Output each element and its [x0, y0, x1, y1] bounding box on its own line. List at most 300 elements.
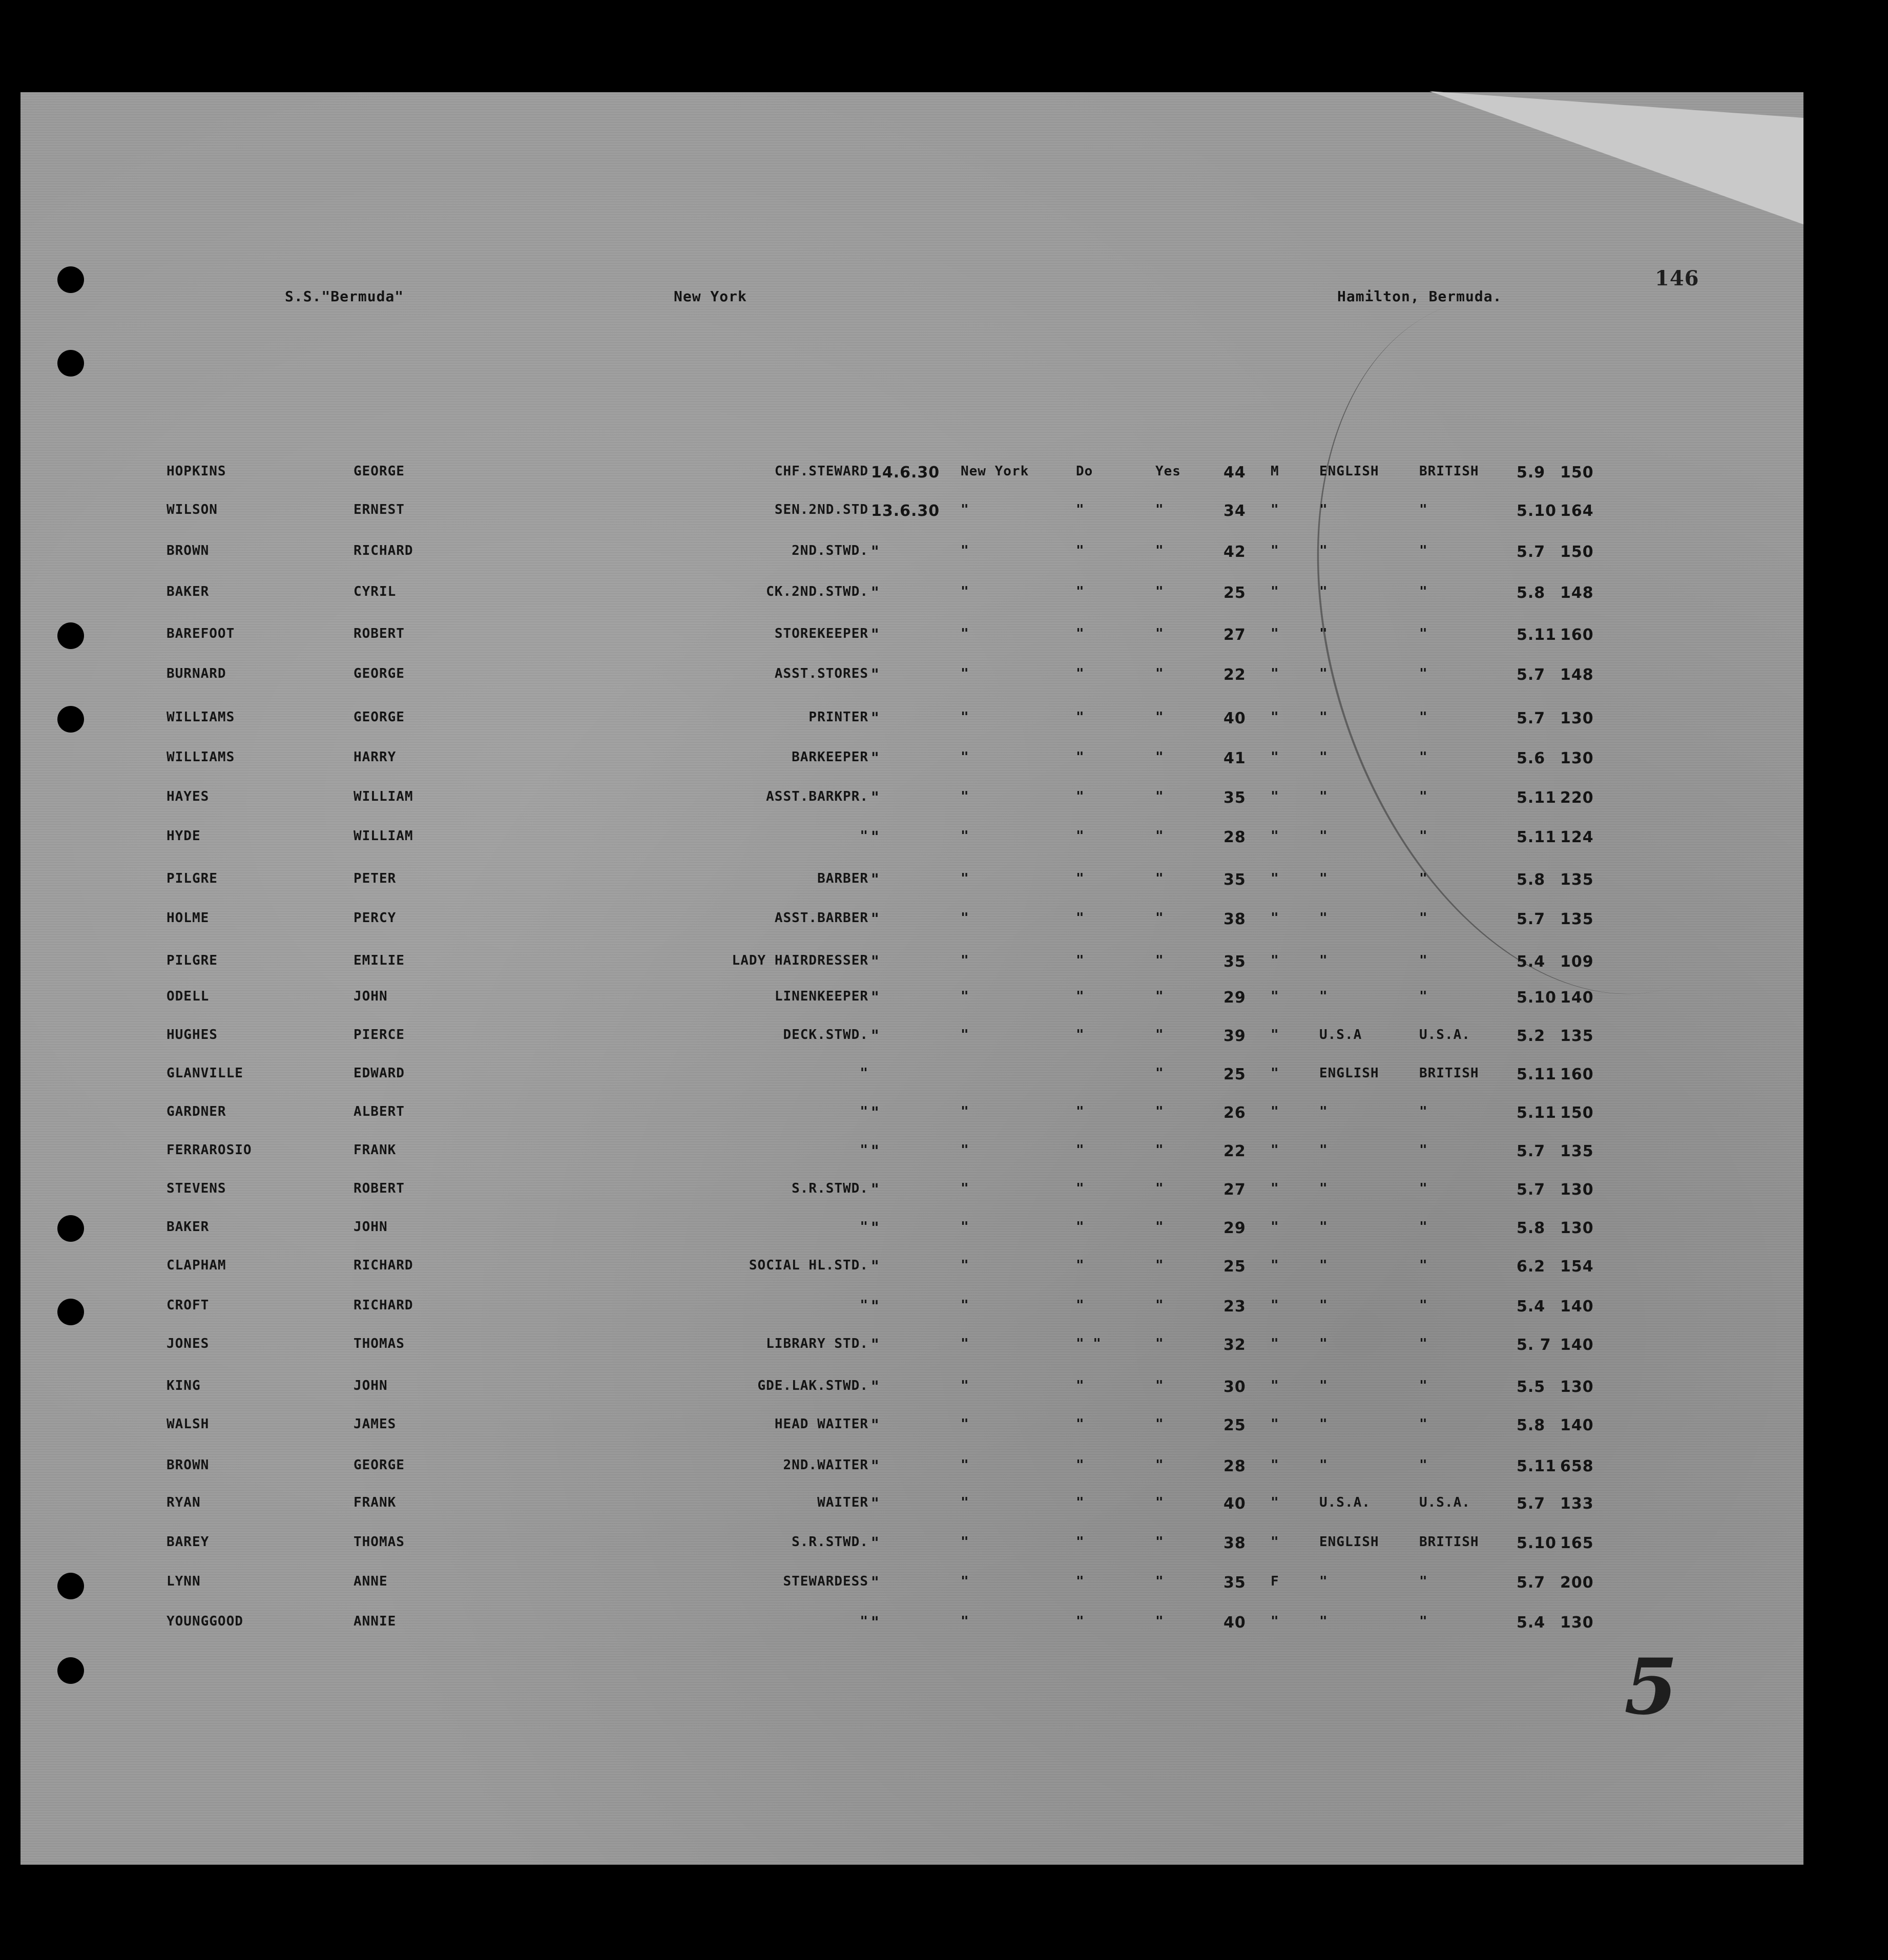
crew-given: ROBERT — [354, 626, 405, 641]
crew-rating: LIBRARY STD. — [766, 1336, 868, 1351]
crew-given: JOHN — [354, 989, 388, 1004]
crew-nationality: " — [1319, 989, 1328, 1004]
crew-given: PERCY — [354, 910, 397, 926]
crew-c1: " — [1076, 749, 1085, 765]
crew-c2: " — [1155, 1457, 1164, 1473]
crew-row — [0, 1614, 1783, 1634]
crew-weight: 135 — [1560, 1142, 1594, 1160]
crew-country: " — [1419, 1457, 1428, 1473]
crew-nationality: " — [1319, 1104, 1328, 1119]
crew-nationality: " — [1319, 871, 1328, 886]
crew-height: 5.7 — [1517, 666, 1546, 684]
crew-place: " — [961, 749, 969, 765]
crew-nationality: " — [1319, 584, 1328, 599]
crew-weight: 130 — [1560, 1219, 1594, 1237]
crew-weight: 109 — [1560, 953, 1594, 971]
crew-nationality: " — [1319, 502, 1328, 517]
crew-sex: " — [1271, 789, 1279, 804]
crew-age: 29 — [1223, 989, 1246, 1007]
crew-weight: 130 — [1560, 1378, 1594, 1396]
crew-given: JOHN — [354, 1378, 388, 1393]
crew-c2: " — [1155, 1378, 1164, 1393]
crew-height: 5.11 — [1517, 626, 1557, 644]
crew-age: 25 — [1223, 1066, 1246, 1083]
crew-date: " — [871, 1574, 880, 1592]
crew-surname: BAREY — [167, 1534, 210, 1550]
crew-rating: STOREKEEPER — [774, 626, 868, 641]
crew-c1: " — [1076, 989, 1085, 1004]
crew-country: " — [1419, 953, 1428, 968]
crew-c2: " — [1155, 666, 1164, 681]
crew-age: 40 — [1223, 710, 1246, 727]
crew-surname: KING — [167, 1378, 201, 1393]
crew-rating: " — [860, 1298, 868, 1313]
crew-c2: " — [1155, 953, 1164, 968]
crew-rating: ASST.BARKPR. — [766, 789, 868, 804]
crew-place: " — [961, 1574, 969, 1589]
crew-sex: " — [1271, 1027, 1279, 1042]
crew-row — [0, 1258, 1783, 1278]
crew-surname: PILGRE — [167, 871, 218, 886]
crew-c2: " — [1155, 1027, 1164, 1042]
crew-age: 25 — [1223, 1258, 1246, 1276]
crew-age: 23 — [1223, 1298, 1246, 1316]
crew-row — [0, 1181, 1783, 1201]
crew-rating: S.R.STWD. — [792, 1534, 868, 1550]
crew-nationality: " — [1319, 1181, 1328, 1196]
crew-country: " — [1419, 1104, 1428, 1119]
crew-place: " — [961, 1614, 969, 1629]
crew-rating: " — [860, 1066, 868, 1081]
crew-weight: 150 — [1560, 464, 1594, 482]
crew-age: 25 — [1223, 584, 1246, 602]
crew-nationality: " — [1319, 1258, 1328, 1273]
crew-c2: " — [1155, 543, 1164, 558]
crew-c1: " — [1076, 626, 1085, 641]
crew-date: " — [871, 910, 880, 928]
crew-height: 5.6 — [1517, 749, 1546, 767]
crew-rating: CHF.STEWARD — [774, 464, 868, 479]
crew-weight: 220 — [1560, 789, 1594, 807]
crew-nationality: " — [1319, 953, 1328, 968]
crew-date: " — [871, 1181, 880, 1199]
crew-row — [0, 1336, 1783, 1357]
crew-row — [0, 989, 1783, 1009]
crew-given: ROBERT — [354, 1181, 405, 1196]
crew-weight: 160 — [1560, 1066, 1594, 1083]
crew-place: " — [961, 1181, 969, 1196]
crew-place: " — [961, 543, 969, 558]
crew-age: 35 — [1223, 871, 1246, 889]
crew-age: 38 — [1223, 1534, 1246, 1552]
crew-surname: HUGHES — [167, 1027, 218, 1042]
crew-weight: 133 — [1560, 1495, 1594, 1513]
crew-c2: " — [1155, 1534, 1164, 1550]
crew-sex: " — [1271, 1219, 1279, 1235]
crew-given: PETER — [354, 871, 397, 886]
crew-country: " — [1419, 666, 1428, 681]
crew-c1: " — [1076, 502, 1085, 517]
crew-sex: " — [1271, 1336, 1279, 1351]
ship-name: S.S."Bermuda" — [285, 288, 404, 305]
crew-date: " — [871, 1534, 880, 1552]
crew-age: 35 — [1223, 789, 1246, 807]
crew-rating: PRINTER — [808, 710, 868, 725]
crew-age: 22 — [1223, 666, 1246, 684]
crew-rating: ASST.BARBER — [774, 910, 868, 926]
crew-place: " — [961, 584, 969, 599]
crew-c2: " — [1155, 1298, 1164, 1313]
crew-country: " — [1419, 828, 1428, 844]
crew-age: 39 — [1223, 1027, 1246, 1045]
crew-c1: " — [1076, 1574, 1085, 1589]
crew-given: GEORGE — [354, 1457, 405, 1473]
crew-surname: BROWN — [167, 543, 210, 558]
crew-surname: HYDE — [167, 828, 201, 844]
crew-row — [0, 626, 1783, 647]
crew-row — [0, 1104, 1783, 1124]
crew-sex: " — [1271, 666, 1279, 681]
crew-sex: " — [1271, 1104, 1279, 1119]
crew-sex: " — [1271, 953, 1279, 968]
crew-nationality: " — [1319, 1298, 1328, 1313]
crew-country: " — [1419, 1219, 1428, 1235]
crew-c2: " — [1155, 789, 1164, 804]
crew-row — [0, 789, 1783, 809]
crew-date: " — [871, 828, 880, 846]
crew-weight: 140 — [1560, 989, 1594, 1007]
crew-age: 38 — [1223, 910, 1246, 928]
crew-nationality: " — [1319, 1336, 1328, 1351]
crew-height: 5.4 — [1517, 1614, 1546, 1632]
crew-weight: 148 — [1560, 666, 1594, 684]
crew-rating: 2ND.WAITER — [783, 1457, 868, 1473]
crew-surname: HAYES — [167, 789, 210, 804]
crew-row — [0, 1495, 1783, 1515]
crew-c2: " — [1155, 871, 1164, 886]
crew-given: FRANK — [354, 1495, 397, 1510]
crew-weight: 130 — [1560, 1181, 1594, 1199]
crew-c1: " — [1076, 1614, 1085, 1629]
port-of-departure: New York — [674, 288, 747, 305]
crew-sex: " — [1271, 1298, 1279, 1313]
crew-country: BRITISH — [1419, 1066, 1479, 1081]
crew-c2: " — [1155, 1614, 1164, 1629]
crew-place: " — [961, 1457, 969, 1473]
crew-given: RICHARD — [354, 543, 413, 558]
crew-country: " — [1419, 789, 1428, 804]
crew-height: 6.2 — [1517, 1258, 1546, 1276]
crew-country: U.S.A. — [1419, 1027, 1470, 1042]
crew-rating: " — [860, 1219, 868, 1235]
crew-height: 5.4 — [1517, 1298, 1546, 1316]
crew-nationality: " — [1319, 626, 1328, 641]
crew-height: 5.4 — [1517, 953, 1546, 971]
crew-c2: " — [1155, 1066, 1164, 1081]
crew-age: 25 — [1223, 1416, 1246, 1434]
crew-rating: SOCIAL HL.STD. — [749, 1258, 868, 1273]
crew-row — [0, 1298, 1783, 1318]
crew-nationality: " — [1319, 1378, 1328, 1393]
crew-sex: " — [1271, 910, 1279, 926]
crew-nationality: " — [1319, 789, 1328, 804]
crew-place: New York — [961, 464, 1029, 479]
crew-weight: 165 — [1560, 1534, 1594, 1552]
crew-surname: YOUNGGOOD — [167, 1614, 243, 1629]
crew-c2: " — [1155, 1258, 1164, 1273]
crew-row — [0, 464, 1783, 484]
crew-country: " — [1419, 1298, 1428, 1313]
crew-country: " — [1419, 749, 1428, 765]
crew-place: " — [961, 1336, 969, 1351]
crew-height: 5.7 — [1517, 710, 1546, 727]
crew-c1: " — [1076, 1181, 1085, 1196]
crew-country: " — [1419, 502, 1428, 517]
crew-place: " — [961, 1378, 969, 1393]
crew-c2: " — [1155, 1181, 1164, 1196]
crew-height: 5.7 — [1517, 543, 1546, 561]
crew-date: " — [871, 953, 880, 971]
crew-row — [0, 953, 1783, 973]
crew-age: 27 — [1223, 1181, 1246, 1199]
crew-surname: HOPKINS — [167, 464, 226, 479]
crew-nationality: " — [1319, 710, 1328, 725]
crew-surname: BAKER — [167, 584, 210, 599]
crew-weight: 124 — [1560, 828, 1594, 846]
crew-surname: HOLME — [167, 910, 210, 926]
crew-country: " — [1419, 626, 1428, 641]
crew-place: " — [961, 871, 969, 886]
crew-height: 5.8 — [1517, 584, 1546, 602]
crew-rating: HEAD WAITER — [774, 1416, 868, 1432]
crew-nationality: " — [1319, 1416, 1328, 1432]
crew-date: " — [871, 789, 880, 807]
crew-height: 5.7 — [1517, 1181, 1546, 1199]
crew-place: " — [961, 626, 969, 641]
crew-rating: GDE.LAK.STWD. — [757, 1378, 868, 1393]
crew-weight: 130 — [1560, 749, 1594, 767]
crew-nationality: " — [1319, 1614, 1328, 1629]
crew-given: ANNE — [354, 1574, 388, 1589]
crew-sex: " — [1271, 1534, 1279, 1550]
crew-nationality: " — [1319, 1142, 1328, 1158]
crew-date: " — [871, 1142, 880, 1160]
crew-c1: " — [1076, 1104, 1085, 1119]
crew-date: 14.6.30 — [871, 464, 940, 482]
crew-weight: 135 — [1560, 871, 1594, 889]
crew-row — [0, 584, 1783, 604]
crew-c1: " — [1076, 871, 1085, 886]
crew-place: " — [961, 1258, 969, 1273]
crew-row — [0, 1378, 1783, 1399]
crew-given: FRANK — [354, 1142, 397, 1158]
crew-surname: WILLIAMS — [167, 749, 235, 765]
crew-date: " — [871, 1298, 880, 1316]
crew-age: 42 — [1223, 543, 1246, 561]
crew-country: " — [1419, 910, 1428, 926]
crew-rating: LINENKEEPER — [774, 989, 868, 1004]
crew-country: " — [1419, 584, 1428, 599]
page-number: 146 — [1655, 266, 1699, 290]
crew-date: 13.6.30 — [871, 502, 940, 520]
crew-surname: WILSON — [167, 502, 218, 517]
crew-c1: " — [1076, 1416, 1085, 1432]
crew-rating: CK.2ND.STWD. — [766, 584, 868, 599]
crew-age: 27 — [1223, 626, 1246, 644]
crew-surname: BAREFOOT — [167, 626, 235, 641]
crew-sex: M — [1271, 464, 1279, 479]
crew-surname: BAKER — [167, 1219, 210, 1235]
crew-c1: " " — [1076, 1336, 1102, 1351]
crew-given: CYRIL — [354, 584, 397, 599]
crew-surname: CLAPHAM — [167, 1258, 226, 1273]
punch-hole — [57, 1657, 84, 1684]
crew-row — [0, 1027, 1783, 1048]
crew-c1: " — [1076, 584, 1085, 599]
crew-place: " — [961, 1142, 969, 1158]
crew-given: EMILIE — [354, 953, 405, 968]
crew-c1: " — [1076, 1495, 1085, 1510]
crew-country: " — [1419, 1378, 1428, 1393]
crew-c1: Do — [1076, 464, 1093, 479]
crew-place: " — [961, 953, 969, 968]
crew-rating: S.R.STWD. — [792, 1181, 868, 1196]
crew-given: JOHN — [354, 1219, 388, 1235]
crew-country: U.S.A. — [1419, 1495, 1470, 1510]
crew-c2: Yes — [1155, 464, 1181, 479]
crew-given: ANNIE — [354, 1614, 397, 1629]
crew-rating: WAITER — [817, 1495, 868, 1510]
crew-row — [0, 1416, 1783, 1437]
port-of-arrival: Hamilton, Bermuda. — [1337, 288, 1502, 305]
crew-nationality: " — [1319, 666, 1328, 681]
crew-height: 5.9 — [1517, 464, 1546, 482]
crew-place: " — [961, 666, 969, 681]
crew-place: " — [961, 1298, 969, 1313]
crew-country: " — [1419, 1142, 1428, 1158]
crew-weight: 150 — [1560, 1104, 1594, 1122]
crew-rating: LADY HAIRDRESSER — [732, 953, 868, 968]
crew-country: BRITISH — [1419, 464, 1479, 479]
crew-height: 5. 7 — [1517, 1336, 1551, 1354]
crew-c2: " — [1155, 828, 1164, 844]
crew-surname: BROWN — [167, 1457, 210, 1473]
crew-rating: " — [860, 1614, 868, 1629]
crew-age: 32 — [1223, 1336, 1246, 1354]
crew-given: ALBERT — [354, 1104, 405, 1119]
crew-height: 5.10 — [1517, 1534, 1557, 1552]
crew-rating: 2ND.STWD. — [792, 543, 868, 558]
crew-given: WILLIAM — [354, 828, 413, 844]
crew-surname: LYNN — [167, 1574, 201, 1589]
crew-c1: " — [1076, 828, 1085, 844]
crew-given: THOMAS — [354, 1534, 405, 1550]
crew-c2: " — [1155, 1495, 1164, 1510]
punch-hole — [57, 266, 84, 293]
crew-date: " — [871, 989, 880, 1007]
crew-c2: " — [1155, 710, 1164, 725]
crew-date: " — [871, 1104, 880, 1122]
crew-place: " — [961, 989, 969, 1004]
crew-c2: " — [1155, 1416, 1164, 1432]
crew-age: 35 — [1223, 953, 1246, 971]
crew-date: " — [871, 1495, 880, 1513]
crew-row — [0, 1534, 1783, 1555]
crew-height: 5.7 — [1517, 910, 1546, 928]
crew-surname: WILLIAMS — [167, 710, 235, 725]
crew-age: 29 — [1223, 1219, 1246, 1237]
crew-date: " — [871, 626, 880, 644]
crew-date: " — [871, 1416, 880, 1434]
crew-age: 28 — [1223, 1457, 1246, 1475]
crew-row — [0, 1142, 1783, 1163]
crew-age: 40 — [1223, 1614, 1246, 1632]
crew-weight: 164 — [1560, 502, 1594, 520]
crew-row — [0, 749, 1783, 770]
crew-weight: 154 — [1560, 1258, 1594, 1276]
crew-date: " — [871, 1258, 880, 1276]
crew-surname: BURNARD — [167, 666, 226, 681]
crew-rating: ASST.STORES — [774, 666, 868, 681]
crew-weight: 140 — [1560, 1416, 1594, 1434]
crew-c2: " — [1155, 584, 1164, 599]
crew-nationality: " — [1319, 543, 1328, 558]
crew-row — [0, 666, 1783, 686]
crew-c1: " — [1076, 1258, 1085, 1273]
crew-height: 5.11 — [1517, 828, 1557, 846]
crew-date: " — [871, 710, 880, 727]
crew-height: 5.10 — [1517, 989, 1557, 1007]
crew-height: 5.8 — [1517, 1416, 1546, 1434]
crew-c1: " — [1076, 1378, 1085, 1393]
crew-sex: " — [1271, 1142, 1279, 1158]
crew-sex: " — [1271, 989, 1279, 1004]
crew-c2: " — [1155, 502, 1164, 517]
crew-country: " — [1419, 1614, 1428, 1629]
crew-sex: " — [1271, 828, 1279, 844]
crew-row — [0, 1066, 1783, 1086]
crew-weight: 140 — [1560, 1298, 1594, 1316]
crew-nationality: " — [1319, 910, 1328, 926]
crew-given: ERNEST — [354, 502, 405, 517]
crew-date: " — [871, 584, 880, 602]
crew-weight: 140 — [1560, 1336, 1594, 1354]
crew-nationality: U.S.A — [1319, 1027, 1362, 1042]
crew-country: " — [1419, 989, 1428, 1004]
crew-nationality: ENGLISH — [1319, 464, 1379, 479]
crew-sex: " — [1271, 626, 1279, 641]
crew-sex: " — [1271, 1495, 1279, 1510]
crew-rating: " — [860, 828, 868, 844]
crew-row — [0, 910, 1783, 931]
crew-sex: " — [1271, 502, 1279, 517]
crew-height: 5.11 — [1517, 789, 1557, 807]
crew-age: 28 — [1223, 828, 1246, 846]
crew-given: RICHARD — [354, 1258, 413, 1273]
crew-row — [0, 1457, 1783, 1478]
crew-nationality: " — [1319, 1219, 1328, 1235]
crew-surname: RYAN — [167, 1495, 201, 1510]
crew-c1: " — [1076, 789, 1085, 804]
crew-given: JAMES — [354, 1416, 397, 1432]
crew-sex: " — [1271, 749, 1279, 765]
crew-row — [0, 1219, 1783, 1240]
crew-c1: " — [1076, 1219, 1085, 1235]
crew-rating: BARKEEPER — [792, 749, 868, 765]
crew-height: 5.5 — [1517, 1378, 1546, 1396]
crew-height: 5.8 — [1517, 871, 1546, 889]
crew-country: " — [1419, 871, 1428, 886]
